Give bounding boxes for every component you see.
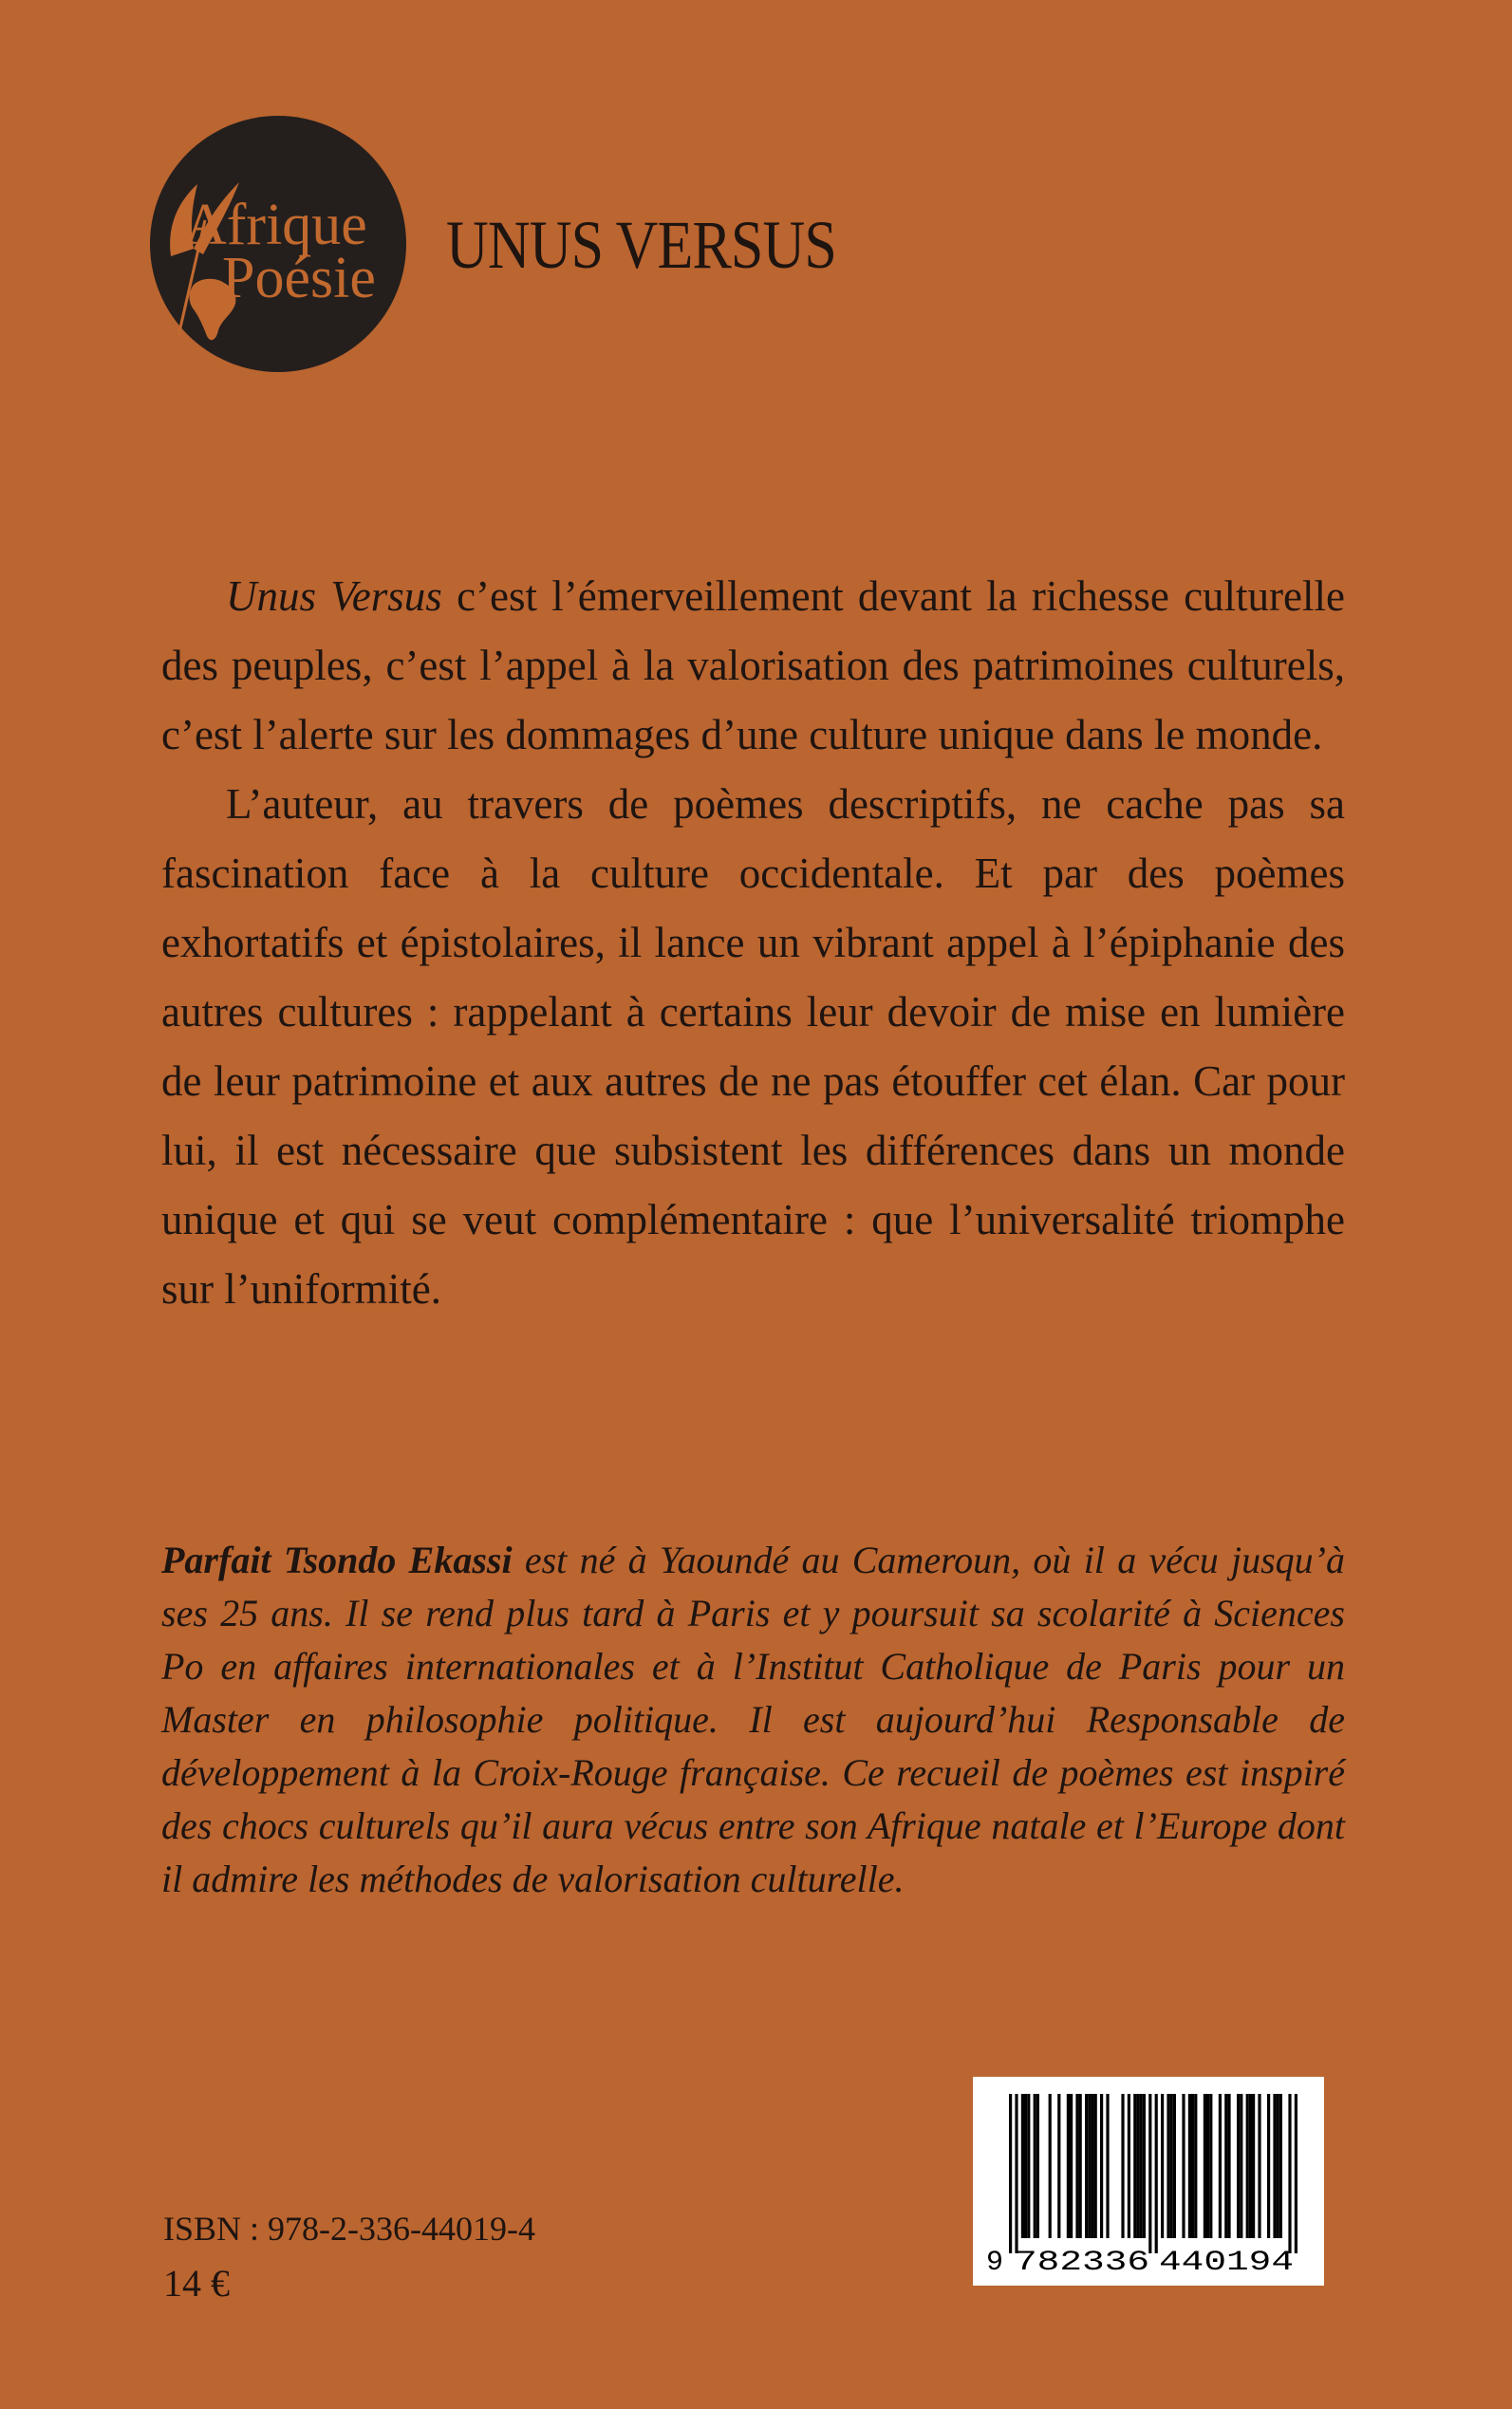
barcode-bar: [1049, 2094, 1052, 2238]
barcode-bar: [1075, 2094, 1078, 2238]
barcode-bar: [1267, 2094, 1270, 2238]
barcode-bar: [1057, 2094, 1060, 2238]
barcode-group-2: 440194: [1159, 2247, 1294, 2279]
barcode-bars: [1009, 2094, 1297, 2253]
barcode-bar: [1258, 2094, 1260, 2238]
barcode-graphic: [973, 2077, 1324, 2286]
barcode-bar: [1191, 2094, 1194, 2238]
barcode-bar: [1237, 2094, 1240, 2238]
barcode-bar: [1106, 2094, 1109, 2238]
barcode-bar: [1070, 2094, 1073, 2238]
author-bio: [161, 1534, 1345, 1906]
blurb-paragraph-2: L’auteur, au travers de poèmes descriptifs, ne cache pas sa fascination face à la culture occidentale. Et par des poèmes exhortatifs et épistolaires, il lance un vibrant appel à l’épiphanie des autres cultures : rappelant à certains leur devoir de mise en lumière de leur patrimoine et aux autres de ne pas étouffer cet élan. Car pour lui, il est nécessaire que subsistent les différences dans un monde unique et qui se veut complémentaire : que l’universalité triomphe sur l’uniformité.: [161, 780, 1345, 1313]
barcode-bar: [1209, 2094, 1212, 2238]
barcode-bar: [1094, 2094, 1097, 2238]
barcode-bar: [1224, 2094, 1227, 2238]
barcode-bar: [1273, 2094, 1276, 2238]
barcode-bar: [1206, 2094, 1209, 2238]
barcode-group-1: 782336: [1015, 2247, 1149, 2279]
barcode-bar: [1155, 2094, 1158, 2253]
logo-line-poesie: Poésie: [222, 246, 376, 310]
barcode-first-digit: 9: [986, 2247, 1004, 2279]
barcode-bar: [1279, 2094, 1282, 2238]
barcode-bar: [1204, 2094, 1206, 2238]
barcode-bar: [1219, 2094, 1222, 2238]
barcode-bar: [1252, 2094, 1255, 2238]
barcode-bar: [1036, 2094, 1039, 2238]
afrique-poesie-logo: [150, 116, 406, 372]
logo-line-afrique: Afrique: [184, 193, 367, 257]
barcode-bar: [1140, 2094, 1143, 2238]
barcode-bar: [1088, 2094, 1091, 2238]
barcode-bar: [1240, 2094, 1242, 2238]
barcode-bar: [1100, 2094, 1103, 2238]
barcode-bar: [1015, 2094, 1017, 2253]
barcode-bar: [1143, 2094, 1146, 2238]
barcode-bar: [1024, 2094, 1027, 2238]
barcode-bar: [1034, 2094, 1036, 2238]
barcode: [973, 2077, 1324, 2286]
barcode-bar: [1133, 2094, 1136, 2238]
barcode-bar: [1170, 2094, 1173, 2238]
barcode-bar: [1091, 2094, 1093, 2238]
barcode-bar: [1194, 2094, 1197, 2238]
barcode-bar: [1277, 2094, 1279, 2238]
barcode-bar: [1085, 2094, 1088, 2238]
blurb-paragraph-1: [161, 562, 1345, 770]
barcode-bar: [1009, 2094, 1012, 2253]
barcode-bar: [1148, 2094, 1151, 2253]
barcode-bar: [1295, 2094, 1297, 2253]
barcode-bar: [1121, 2094, 1124, 2238]
barcode-bar: [1173, 2094, 1176, 2238]
author-bio-text: est né à Yaoundé au Cameroun, où il a vécu jusqu’à ses 25 ans. Il se rend plus tard à Paris et y poursuit sa scolarité à Sciences Po en affaires internationales et à l’Institut Catholique de Paris pour un Master en philosophie politique. Il est aujourd’hui Responsable de développement à la Croix-Rouge française. Ce recueil de poèmes est inspiré des chocs culturels qu’il aura vécus entre son Afrique natale et l’Europe dont il admire les méthodes de valorisation culturelle.: [161, 1539, 1346, 1900]
author-name: Parfait Tsondo Ekassi: [161, 1539, 513, 1581]
barcode-bar: [1027, 2094, 1030, 2238]
blurb-book-title: Unus Versus: [226, 572, 442, 620]
barcode-bar: [1021, 2094, 1024, 2238]
barcode-bar: [1249, 2094, 1252, 2238]
isbn: ISBN : 978-2-336-44019-4: [163, 2210, 535, 2248]
series-title: UNUS VERSUS: [446, 207, 836, 283]
book-blurb: [161, 562, 1345, 1324]
barcode-bar: [1161, 2094, 1164, 2238]
price: 14 €: [163, 2262, 230, 2305]
barcode-bar: [1128, 2094, 1130, 2238]
barcode-bar: [1079, 2094, 1082, 2238]
barcode-bar: [1182, 2094, 1185, 2238]
barcode-bar: [1227, 2094, 1230, 2238]
barcode-bar: [1188, 2094, 1191, 2238]
barcode-bar: [1246, 2094, 1249, 2238]
barcode-bar: [1136, 2094, 1139, 2238]
barcode-bar: [1288, 2094, 1291, 2253]
blurb-paragraph-1-text: c’est l’émerveillement devant la richesse culturelle des peuples, c’est l’appel à la valorisation des patrimoines culturels, c’est l’alerte sur les dommages d’une culture unique dans le monde.: [161, 572, 1345, 758]
barcode-bar: [1167, 2094, 1169, 2238]
barcode-bar: [1067, 2094, 1070, 2238]
